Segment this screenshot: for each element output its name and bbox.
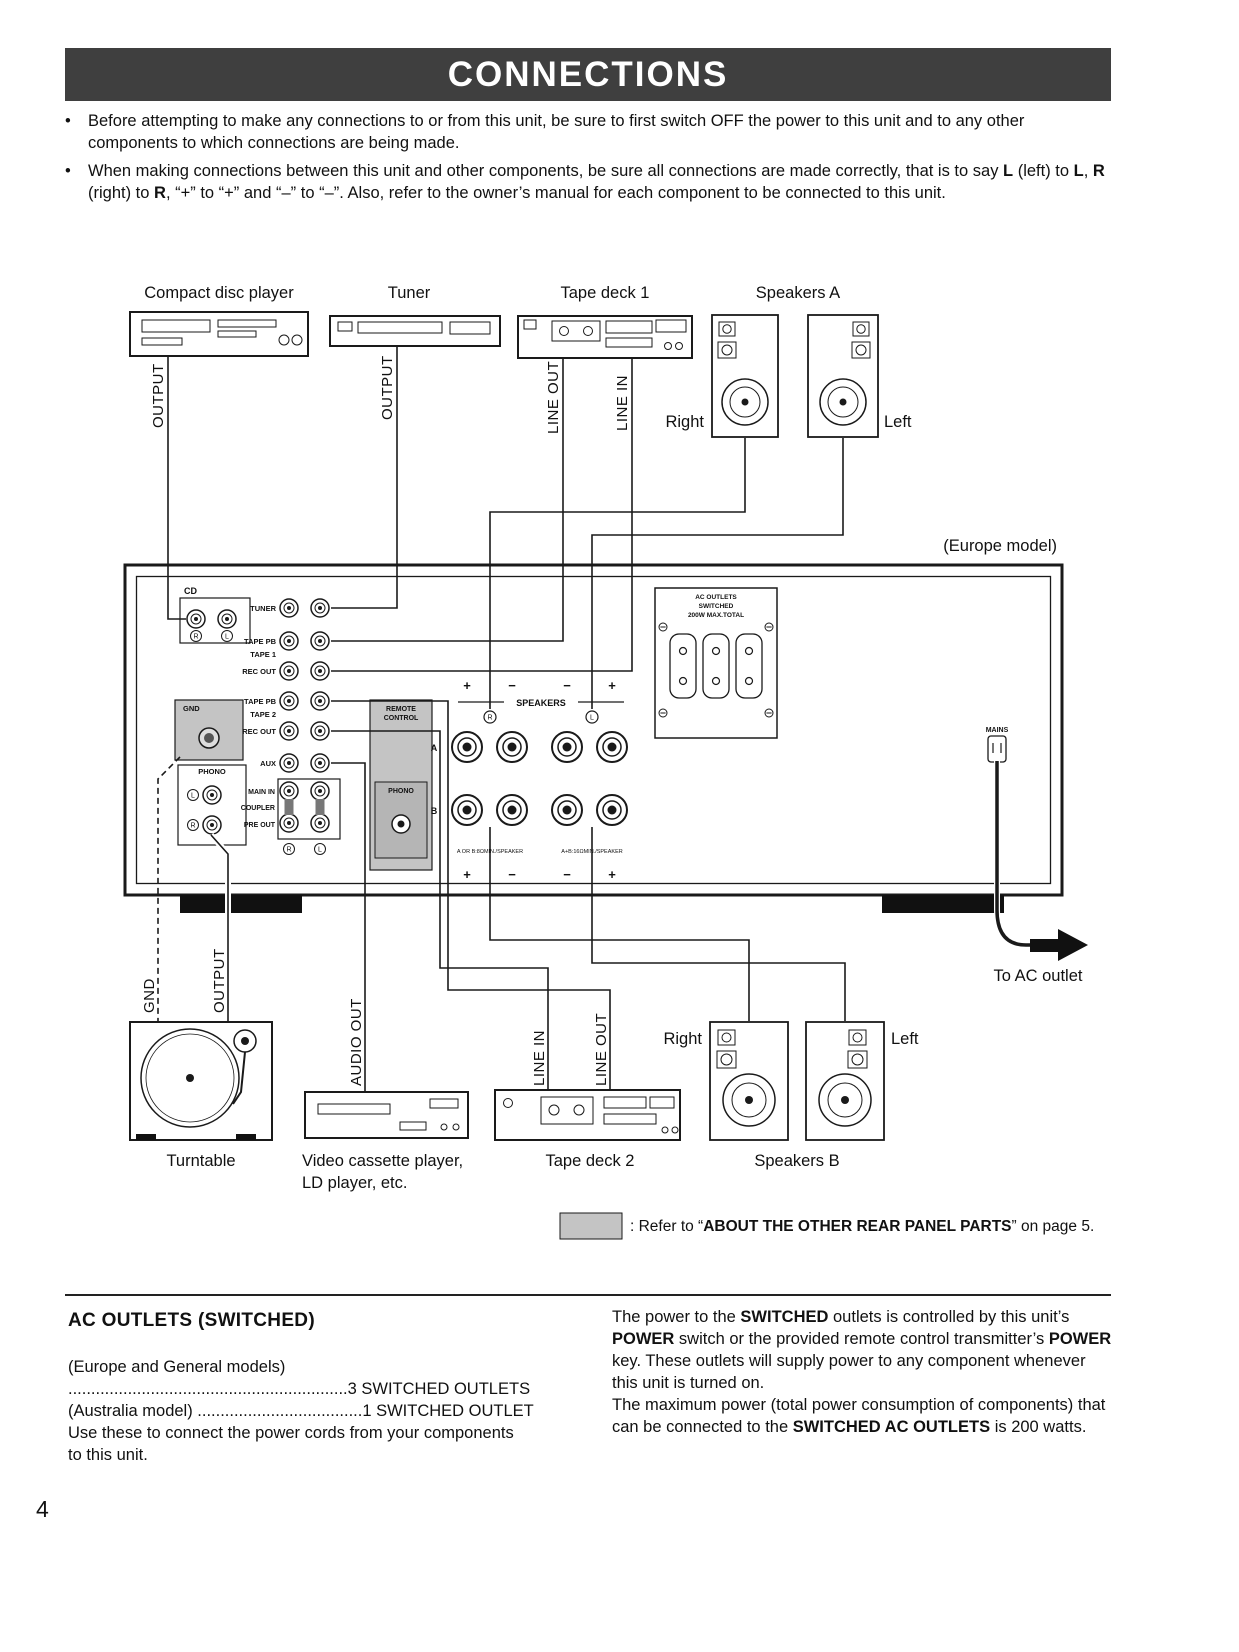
minus-sign: − (563, 678, 571, 693)
bold-R: R (1092, 162, 1105, 180)
label-rec-out-2: REC OUT (242, 727, 276, 736)
bold-switched: SWITCHED (740, 1308, 829, 1326)
section-heading: AC OUTLETS (SWITCHED) (68, 1310, 315, 1331)
label-rec-out-1: REC OUT (242, 667, 276, 676)
plus-sign: + (608, 678, 616, 693)
rca-jack (280, 782, 298, 800)
vcr-device (305, 1092, 468, 1138)
remote-control-block (370, 700, 432, 870)
speaker-a-left (808, 315, 878, 437)
label-output-turntable: OUTPUT (211, 948, 228, 1013)
svg-text:R: R (190, 822, 196, 830)
legend-swatch (560, 1213, 622, 1239)
label-audio-out: AUDIO OUT (348, 998, 365, 1086)
ac-outlet (670, 634, 696, 698)
circled-r (484, 711, 496, 723)
plus-sign: + (463, 867, 471, 882)
screw-icon (659, 623, 667, 631)
label-left-top: Left (884, 413, 912, 431)
label-tape-pb-2: TAPE PB (244, 697, 276, 706)
label-phono: PHONO (198, 767, 226, 776)
label-main-in: MAIN IN (248, 789, 275, 796)
panel-foot-right (882, 895, 1004, 913)
rca-jack (311, 632, 329, 650)
label-ac-outlets: AC OUTLETS (695, 594, 737, 601)
ac-outlets-right-column (612, 1306, 1112, 1438)
rca-jack (280, 662, 298, 680)
turntable-device (130, 1022, 272, 1140)
speaker-b-right (710, 1022, 788, 1140)
label-europe-model: (Europe model) (943, 537, 1057, 555)
tuner-device (330, 316, 500, 346)
label-remote: REMOTE (386, 706, 416, 713)
label-max-total: 200W MAX.TOTAL (687, 612, 745, 619)
bold-power: POWER (612, 1330, 675, 1348)
svg-text:L: L (590, 714, 594, 722)
rca-jack (280, 722, 298, 740)
cd-player-device (130, 312, 308, 356)
page-title: CONNECTIONS (447, 54, 729, 94)
label-tuner-device: Tuner (387, 284, 431, 302)
label-pre-out: PRE OUT (243, 822, 275, 829)
page-number: 4 (36, 1496, 49, 1522)
label-mains: MAINS (985, 727, 1009, 734)
ac-outlets-block (655, 588, 777, 738)
rca-jack (311, 722, 329, 740)
label-aux: AUX (260, 759, 276, 768)
label-line-out-tape1: LINE OUT (545, 360, 562, 434)
binding-post (497, 795, 527, 825)
bullet-text: When making connections between this unit and other components, be sure all connections are made correctly, that is to say L (left) to L, R (right) to R, “+” to “+” and “–” to “–”. Also, refer to the owner’s manual for each component to be connected to this unit. (88, 162, 1105, 202)
mains-connector (988, 736, 1006, 762)
label-vcr-line2: LD player, etc. (302, 1174, 408, 1192)
svg-text:R: R (487, 714, 493, 722)
label-impedance-b: A+B:16ΩMIN./SPEAKER (561, 849, 623, 855)
section-divider (65, 1294, 1111, 1296)
label-speaker-b: B (430, 806, 438, 816)
label-speakers-a: Speakers A (755, 284, 841, 302)
label-control: CONTROL (383, 715, 419, 722)
rca-jack (311, 662, 329, 680)
rca-jack (311, 782, 329, 800)
rca-jack (218, 610, 236, 628)
label-coupler: COUPLER (240, 805, 275, 812)
circled-r (188, 820, 199, 831)
label-left-bottom: Left (891, 1030, 919, 1048)
left-line: to this unit. (68, 1446, 148, 1464)
bullet-icon: • (65, 162, 71, 180)
label-line-in-tape2: LINE IN (531, 1029, 548, 1086)
label-right-bottom: Right (663, 1030, 702, 1048)
svg-text:R: R (286, 846, 292, 854)
label-gnd-turntable: GND (141, 978, 158, 1013)
label-turntable: Turntable (166, 1152, 236, 1170)
label-tuner: TUNER (250, 604, 276, 613)
ac-outlet (736, 634, 762, 698)
panel-foot-left (180, 895, 302, 913)
label-tape-deck-1: Tape deck 1 (560, 284, 650, 302)
label-phono-remote: PHONO (388, 788, 414, 795)
label-speakers: SPEAKERS (516, 698, 566, 708)
minus-sign: − (508, 678, 516, 693)
label-switched: SWITCHED (698, 603, 734, 610)
label-vcr-line1: Video cassette player, (302, 1152, 464, 1170)
rca-jack (280, 632, 298, 650)
rca-jack (280, 599, 298, 617)
label-tape-deck-2: Tape deck 2 (545, 1152, 635, 1170)
label-tape-1: TAPE 1 (250, 650, 276, 659)
bullet-icon: • (65, 112, 71, 130)
label-output-tuner: OUTPUT (379, 355, 396, 420)
label-impedance-a: A OR B:8ΩMIN./SPEAKER (456, 849, 524, 855)
screw-icon (765, 623, 773, 631)
label-gnd: GND (183, 704, 200, 713)
plus-sign: + (463, 678, 471, 693)
ac-outlets-left-column (68, 1356, 574, 1466)
coupler-block (278, 779, 340, 839)
ac-outlet (703, 634, 729, 698)
minus-sign: − (508, 867, 516, 882)
label-output-cd: OUTPUT (150, 363, 167, 428)
left-line: Use these to connect the power cords from your components (68, 1424, 514, 1442)
bold-L: L (1003, 162, 1014, 180)
legend (560, 1213, 1094, 1239)
label-line-out-tape2: LINE OUT (593, 1012, 610, 1086)
minus-sign: − (563, 867, 571, 882)
left-line: (Australia model) ....................................1 SWITCHED OUTLET (68, 1402, 534, 1420)
binding-post (497, 732, 527, 762)
rca-jack (280, 692, 298, 710)
rca-jack (187, 610, 205, 628)
binding-post (552, 732, 582, 762)
svg-text:L: L (318, 846, 322, 854)
label-tape-pb-1: TAPE PB (244, 637, 276, 646)
circled-r (284, 844, 295, 855)
svg-text:R: R (193, 633, 199, 641)
bold-R: R (154, 183, 166, 202)
rca-jack (311, 692, 329, 710)
circled-l (188, 790, 199, 801)
left-line: (Europe and General models) (68, 1358, 286, 1376)
legend-text: : Refer to “ABOUT THE OTHER REAR PANEL PARTS” on page 5. (630, 1218, 1095, 1235)
coupler-bar (285, 799, 294, 815)
rca-jack (311, 754, 329, 772)
label-right-top: Right (665, 413, 704, 431)
rca-jack (203, 816, 221, 834)
circled-r (191, 631, 202, 642)
screw-icon (765, 709, 773, 717)
left-line: .............................................................3 SWITCHED OUTLETS (68, 1380, 531, 1398)
label-line-in-tape1: LINE IN (614, 374, 631, 431)
label-to-ac-outlet: To AC outlet (993, 967, 1083, 985)
binding-post (452, 795, 482, 825)
binding-post (452, 732, 482, 762)
rca-jack (280, 814, 298, 832)
binding-post (597, 795, 627, 825)
circled-l (222, 631, 233, 642)
rca-jack (203, 786, 221, 804)
bold-switched-ac-outlets: SWITCHED AC OUTLETS (792, 1418, 991, 1436)
right-paragraph-2: The maximum power (total power consumption of components) that can be connected to the SWITCHED AC OUTLETS is 200 watts. (612, 1396, 1106, 1436)
bullet-text: Before attempting to make any connections to or from this unit, be sure to first switch OFF the power to this unit and to any other components to which connections are being made. (88, 112, 1025, 152)
circled-l (315, 844, 326, 855)
screw-icon (659, 709, 667, 717)
speaker-a-right (712, 315, 778, 437)
label-speaker-a: A (430, 743, 438, 753)
label-tape-2: TAPE 2 (250, 710, 276, 719)
circled-l (586, 711, 598, 723)
rca-jack (311, 814, 329, 832)
rca-jack (280, 754, 298, 772)
speaker-b-left (806, 1022, 884, 1140)
binding-post (597, 732, 627, 762)
rca-jack (311, 599, 329, 617)
right-paragraph-1: The power to the SWITCHED outlets is controlled by this unit’s POWER switch or the provided remote control transmitter’s POWER key. These outlets will supply power to any component whenever this unit is turned on. (612, 1308, 1112, 1392)
bold-L: L (1073, 162, 1084, 180)
svg-text:L: L (191, 792, 195, 800)
label-speakers-b: Speakers B (754, 1152, 840, 1170)
binding-post (552, 795, 582, 825)
tape-deck-1-device (518, 316, 692, 358)
ac-arrow-icon (1030, 929, 1088, 961)
label-cd-player: Compact disc player (144, 284, 294, 302)
phono-input-block (178, 765, 246, 845)
tape-deck-2-device (495, 1090, 680, 1140)
amp-rear-panel (125, 565, 1062, 913)
bold-power: POWER (1048, 1330, 1112, 1348)
svg-text:L: L (225, 633, 229, 641)
label-cd: CD (184, 586, 197, 596)
coupler-bar (316, 799, 325, 815)
plus-sign: + (608, 867, 616, 882)
